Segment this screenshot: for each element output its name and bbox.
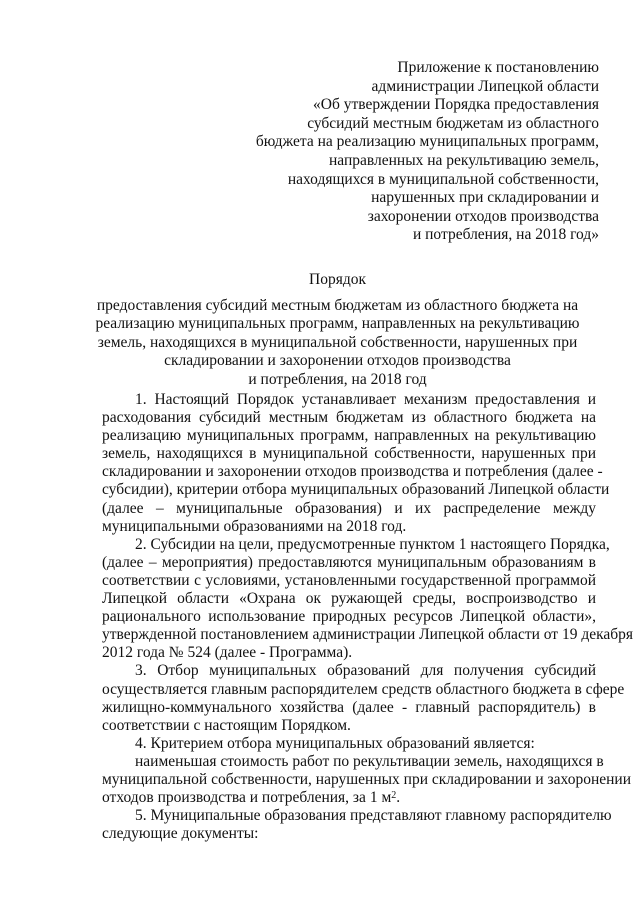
annex-line: захоронении отходов производства (367, 207, 599, 225)
annex-line: находящихся в муниципальной собственности, (287, 170, 599, 188)
text-line: наименьшая стоимость работ по рекультивации земель, находящихся в (135, 752, 604, 770)
text-line: Липецкой области «Охрана ок ружающей среды, воспроизводство и (102, 590, 596, 608)
text-line: осуществляется главным распорядителем средств областного бюджета в сфере (102, 680, 625, 698)
annex-line: нарушенных при складировании и (371, 189, 599, 207)
text-line: реализацию муниципальных программ, направленных на рекультивацию (102, 427, 596, 445)
text-line-part: отходов производства и потребления, за 1 м (102, 789, 392, 807)
document-title: Порядок (309, 271, 366, 288)
text-line: жилищно-коммунального хозяйства (далее - главный распорядитель) в (102, 698, 596, 716)
subtitle-line: складировании и захоронении отходов производства (164, 352, 511, 370)
text-line: рационального использование природных ресурсов Липецкой области», (102, 608, 596, 626)
paragraph-3 (102, 662, 625, 734)
subtitle-line: предоставления субсидий местным бюджетам из областного бюджета на (96, 296, 579, 314)
text-line: 1. Настоящий Порядок устанавливает механизм предоставления и (135, 391, 596, 408)
text-line: земель, находящихся в муниципальной собственности, нарушенных при (102, 445, 596, 463)
text-line: муниципальной собственности, нарушенных при складировании и захоронении (102, 770, 631, 788)
text-line (102, 789, 596, 807)
document-body (102, 391, 634, 843)
superscript: 2 (391, 790, 397, 802)
title-spacer (60, 290, 615, 297)
text-line: муниципальными образованиями на 2018 год. (102, 517, 407, 535)
text-line: соответствии с условиями, установленными государственной программой (102, 571, 596, 589)
paragraph-4 (102, 735, 596, 753)
text-line: (далее – мероприятия) предоставляются муниципальным образованиям в (102, 553, 596, 571)
document-title-block (60, 271, 615, 390)
subtitle-line: реализацию муниципальных программ, направленных на рекультивацию (95, 315, 580, 333)
text-line: расходования субсидий местным бюджетам из областного бюджета на (102, 409, 596, 427)
annex-line: бюджета на реализацию муниципальных программ, (255, 133, 599, 151)
text-line-tail: . (396, 789, 401, 807)
text-line: 2. Субсидии на цели, предусмотренные пунктом 1 настоящего Порядка, (135, 535, 610, 553)
annex-line: и потребления, на 2018 год» (412, 226, 599, 244)
text-line: складировании и захоронении отходов производства и потребления (далее - (102, 463, 603, 481)
annex-line: Приложение к постановлению (397, 59, 599, 76)
annex-line: «Об утверждении Порядка предоставления (313, 96, 599, 114)
paragraph-5 (102, 807, 612, 843)
text-line: утвержденной постановлением администрации Липецкой области от 19 декабря (102, 626, 634, 644)
text-line: соответствии с настоящим Порядком. (102, 716, 351, 734)
paragraph-1 (102, 391, 610, 536)
paragraph-4-criterion (102, 752, 631, 807)
annex-line: субсидий местным бюджетам из областного (307, 114, 599, 132)
text-line: (далее – муниципальные образования) и их распределение между (102, 499, 596, 517)
subtitle-line: и потребления, на 2018 год (248, 370, 427, 388)
text-line: 4. Критерием отбора муниципальных образований является: (135, 734, 535, 752)
paragraph-2 (102, 535, 634, 663)
subtitle-line: земель, находящихся в муниципальной собственности, нарушенных при (97, 333, 578, 351)
text-line: 2012 года № 524 (далее - Программа). (102, 644, 353, 662)
text-line: субсидии), критерии отбора муниципальных образований Липецкой области (102, 481, 610, 499)
annex-line: направленных на рекультивацию земель, (328, 151, 599, 169)
annex-header (239, 59, 599, 245)
text-line: следующие документы: (102, 825, 259, 843)
text-line: 5. Муниципальные образования представляют главному распорядителю (135, 807, 612, 825)
annex-line: администрации Липецкой области (371, 77, 599, 95)
text-line: 3. Отбор муниципальных образований для получения субсидий (135, 662, 596, 680)
